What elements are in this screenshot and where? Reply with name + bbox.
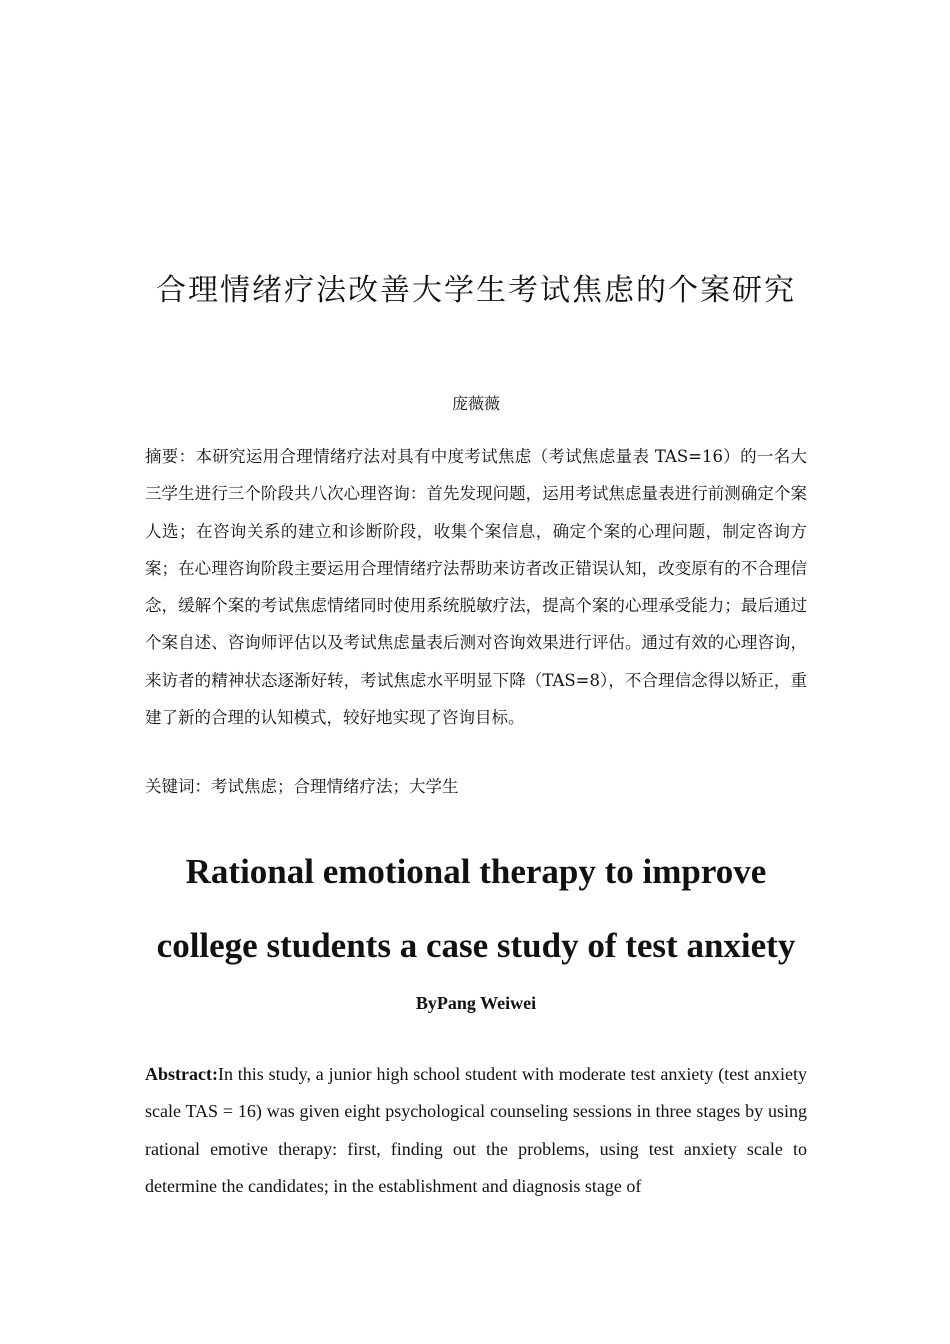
chinese-abstract-label: 摘要： [145,447,196,466]
english-title: Rational emotional therapy to improve college students a case study of test anxiety [156,852,796,965]
english-abstract [145,1056,807,1205]
chinese-abstract-text: 本研究运用合理情绪疗法对具有中度考试焦虑（考试焦虑量表 TAS=16）的一名大三学生进行三个阶段共八次心理咨询：首先发现问题，运用考试焦虑量表进行前测确定个案人选；在咨询关系的建立和诊断阶段，收集个案信息，确定个案的心理问题，制定咨询方案；在心理咨询阶段主要运用合理情绪疗法帮助来访者改正错误认知，改变原有的不合理信念，缓解个案的考试焦虑情绪同时使用系统脱敏疗法，提高个案的心理承受能力；最后通过个案自述、咨询师评估以及考试焦虑量表后测对咨询效果进行评估。通过有效的心理咨询，来访者的精神状态逐渐好转，考试焦虑水平明显下降（TAS=8），不合理信念得以矫正，重建了新的合理的认知模式，较好地实现了咨询目标。 [145,447,808,728]
chinese-author: 庞薇薇 [451,394,500,413]
chinese-abstract [145,438,807,736]
english-abstract-label: Abstract: [145,1064,218,1084]
chinese-keywords-text: 考试焦虑；合理情绪疗法；大学生 [211,777,459,796]
english-abstract-text: In this study, a junior high school student with moderate test anxiety (test anxiety scale TAS = 16) was given eight psychological counseling sessions in three stages by using rational emotive therapy: first, finding out the problems, using test anxiety scale to determine the candidates; in the establishment and diagnosis stage of [145,1064,807,1196]
english-author: ByPang Weiwei [415,993,537,1013]
chinese-keywords-label: 关键词： [145,777,211,796]
chinese-title: 合理情绪疗法改善大学生考试焦虑的个案研究 [156,273,796,308]
chinese-keywords [145,772,807,802]
